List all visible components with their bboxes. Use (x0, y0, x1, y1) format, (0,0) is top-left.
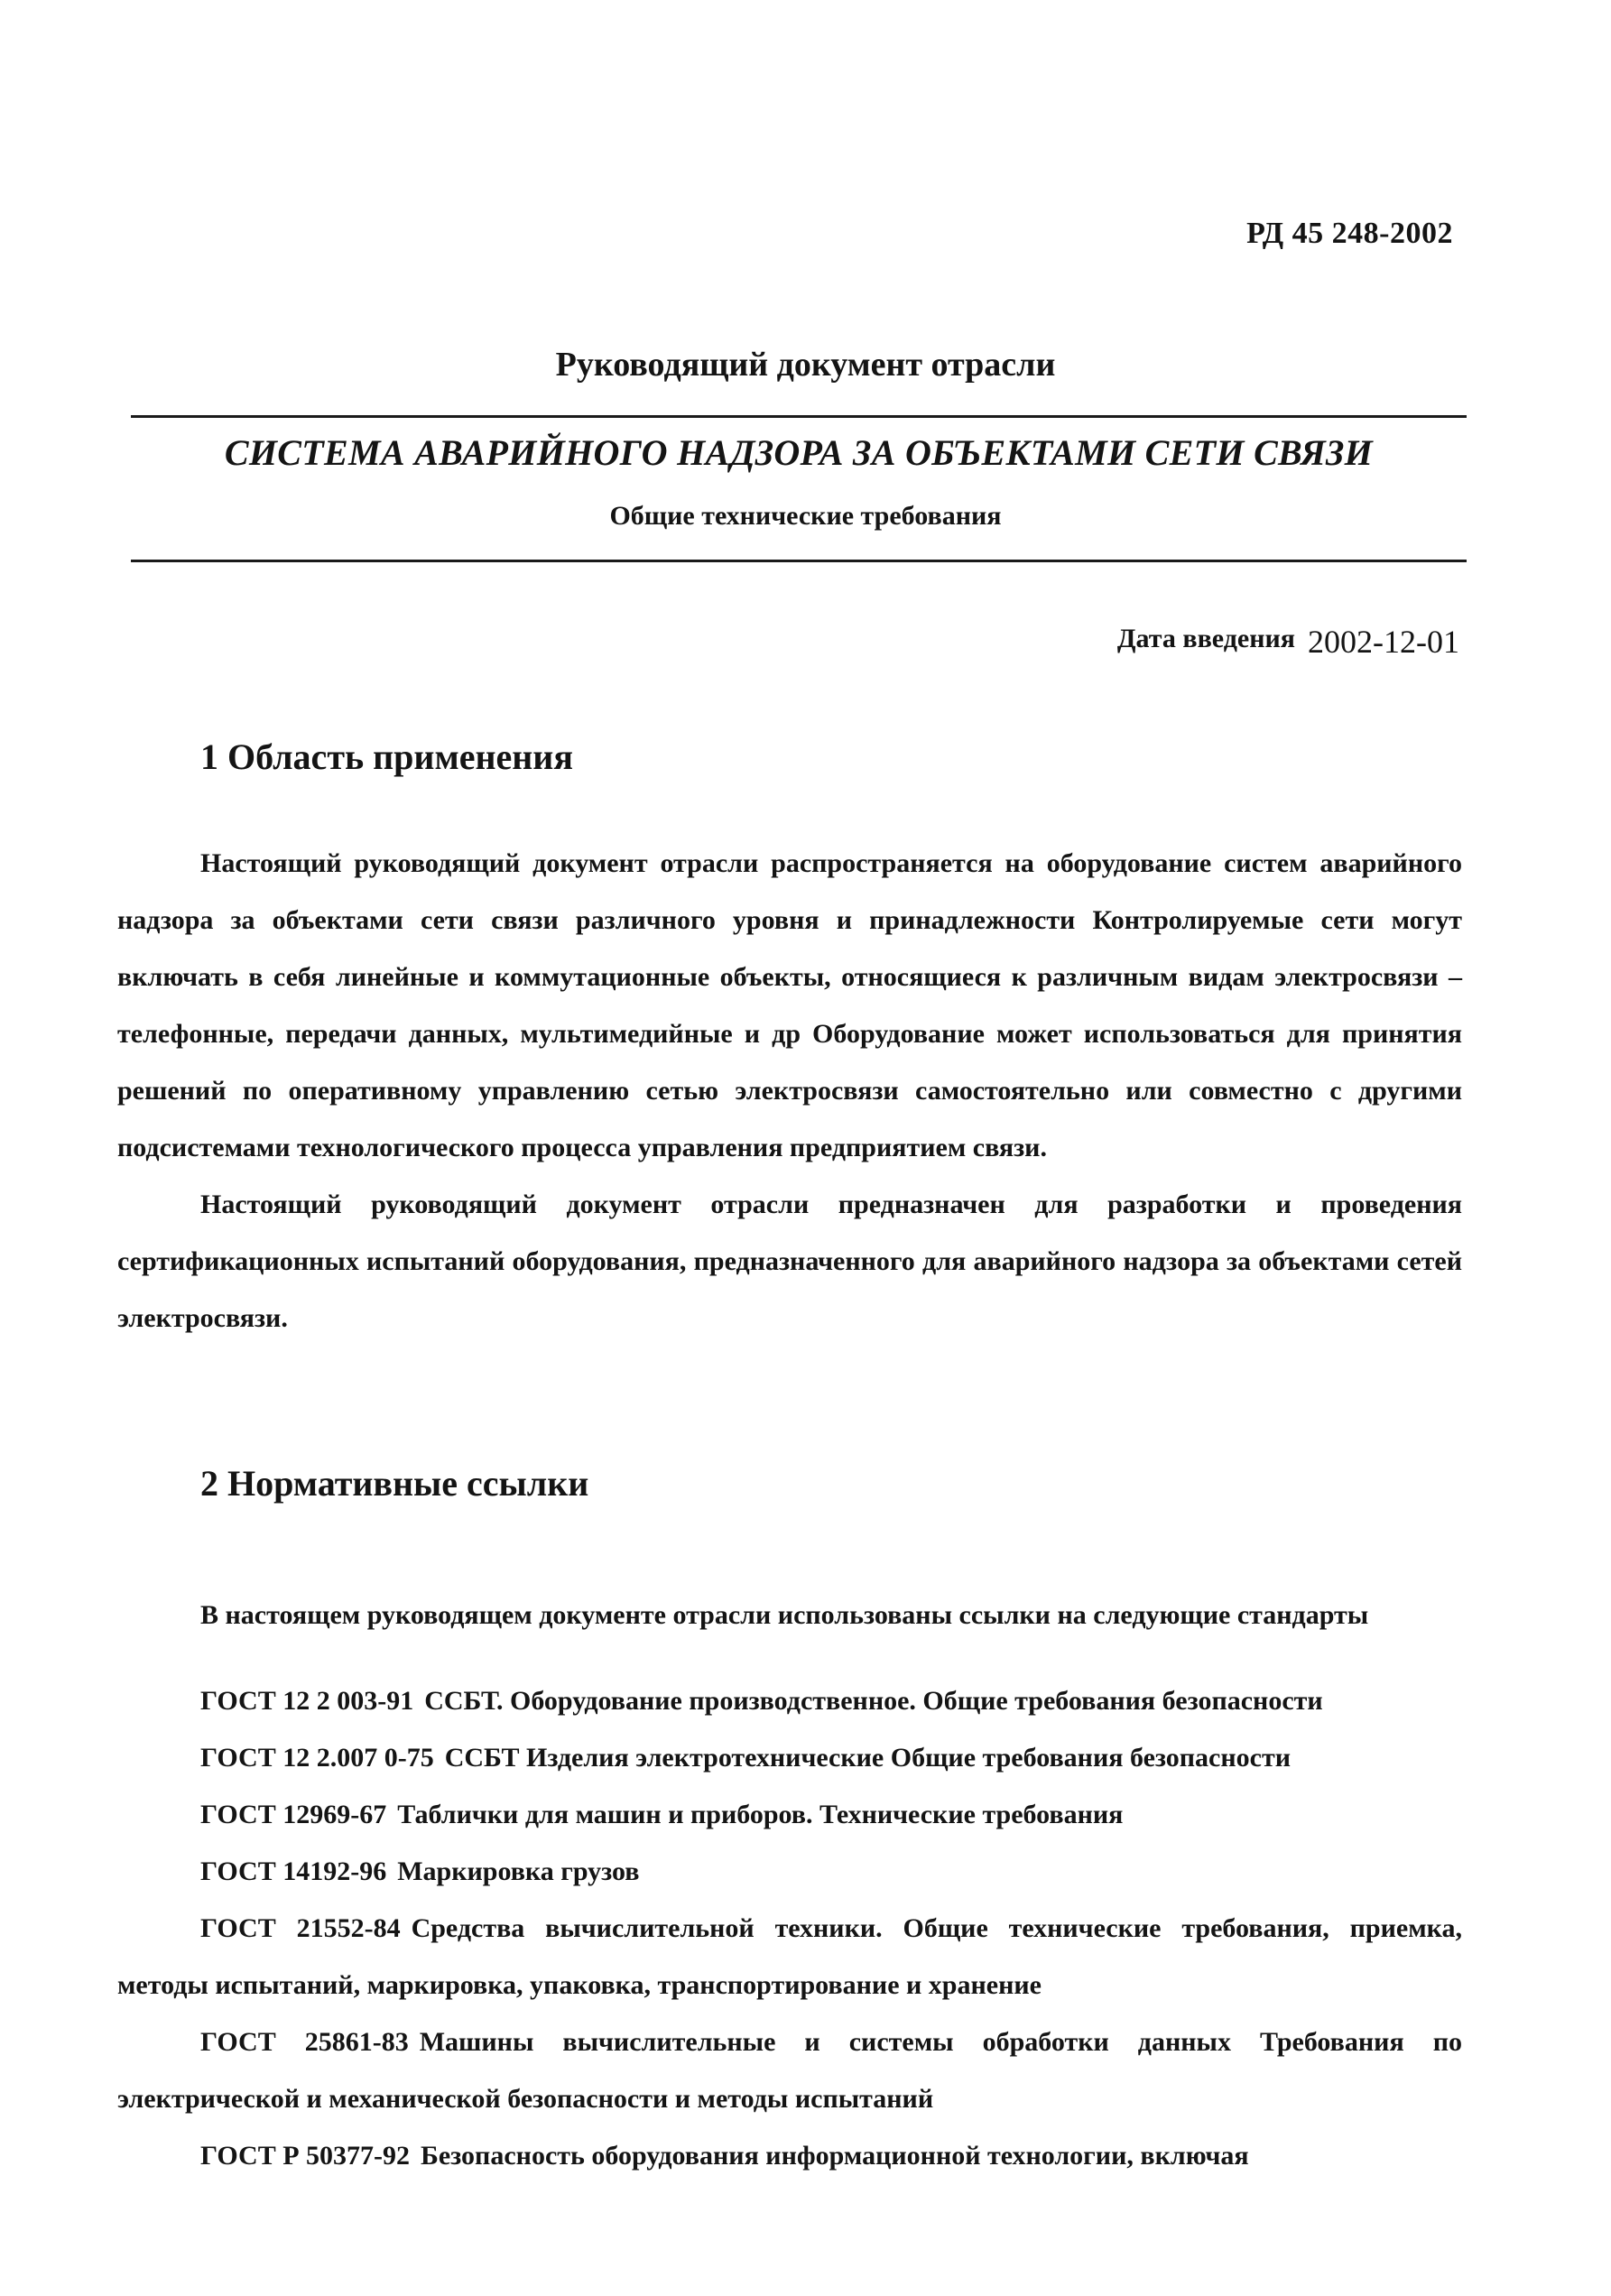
bottom-rule (131, 560, 1467, 562)
top-rule (131, 415, 1467, 418)
reference-item (117, 1729, 1462, 1786)
section-1-title: Область применения (227, 736, 573, 777)
introduction-date (1117, 623, 1459, 661)
introduction-date-label: Дата введения (1116, 624, 1296, 653)
reference-code: ГОСТ 25861-83 (200, 2027, 409, 2057)
section-1-paragraph: Настоящий руководящий документ отрасли распространяется на оборудование систем аварийного надзора за объектами сети связи различного уровня и принадлежности Контролируемые сети могут включать в себя линейные и коммутационные объекты, относящиеся к различным видам электросвязи – телефонные, передачи данных, мультимедийные и др Оборудование может использоваться для принятия решений по оперативному управлению сетью электросвязи самостоятельно или совместно с другими подсистемами технологического процесса управления предприятием связи. (117, 848, 1462, 1162)
section-1-body (117, 835, 1462, 1347)
reference-title: ССБТ Изделия электротехнические Общие требования безопасности (444, 1743, 1291, 1773)
reference-item (117, 2127, 1462, 2184)
section-1-heading (200, 736, 573, 778)
reference-item (117, 1786, 1462, 1843)
section-1-number: 1 (200, 736, 218, 777)
section-2-heading (200, 1462, 588, 1504)
section-2-number: 2 (200, 1463, 218, 1504)
document-title: СИСТЕМА АВАРИЙНОГО НАДЗОРА ЗА ОБЪЕКТАМИ СЕТИ СВЯЗИ (224, 432, 1374, 473)
reference-title: Средства вычислительной техники. Общие технические требования, приемка, методы испытаний, маркировка, упаковка, транспортирование и хранение (117, 1913, 1462, 2000)
reference-code: ГОСТ 21552-84 (200, 1913, 401, 1943)
reference-title: Безопасность оборудования информационной технологии, включая (421, 2141, 1249, 2171)
reference-item (117, 1672, 1462, 1729)
section-2-intro (117, 1587, 1462, 1643)
reference-title: Таблички для машин и приборов. Технические требования (397, 1800, 1124, 1829)
reference-item (117, 2014, 1462, 2127)
section-2-intro-text: В настоящем руководящем документе отрасли использованы ссылки на следующие стандарты (200, 1600, 1369, 1630)
section-1-paragraph: Настоящий руководящий документ отрасли предназначен для разработки и проведения сертификационных испытаний оборудования, предназначенного для аварийного надзора за объектами сетей электросвязи. (117, 1190, 1462, 1333)
document-subtitle: Общие технические требования (609, 501, 1002, 531)
reference-item (117, 1900, 1462, 2014)
reference-list (117, 1672, 1462, 2184)
document-type: Руководящий документ отрасли (555, 346, 1056, 384)
introduction-date-value: 2002-12-01 (1308, 624, 1459, 660)
section-2-title: Нормативные ссылки (227, 1463, 589, 1504)
reference-title: Машины вычислительные и системы обработки данных Требования по электрической и механической безопасности и методы испытаний (117, 2027, 1462, 2114)
reference-code: ГОСТ 14192-96 (200, 1856, 387, 1886)
document-code: РД 45 248-2002 (1246, 217, 1453, 250)
reference-title: ССБТ. Оборудование производственное. Общие требования безопасности (424, 1686, 1323, 1716)
reference-code: ГОСТ 12 2 003-91 (200, 1686, 414, 1716)
reference-code: ГОСТ 12 2.007 0-75 (200, 1743, 434, 1773)
reference-title: Маркировка грузов (397, 1856, 640, 1886)
reference-item (117, 1843, 1462, 1900)
reference-code: ГОСТ Р 50377-92 (200, 2141, 411, 2171)
reference-code: ГОСТ 12969-67 (200, 1800, 387, 1829)
